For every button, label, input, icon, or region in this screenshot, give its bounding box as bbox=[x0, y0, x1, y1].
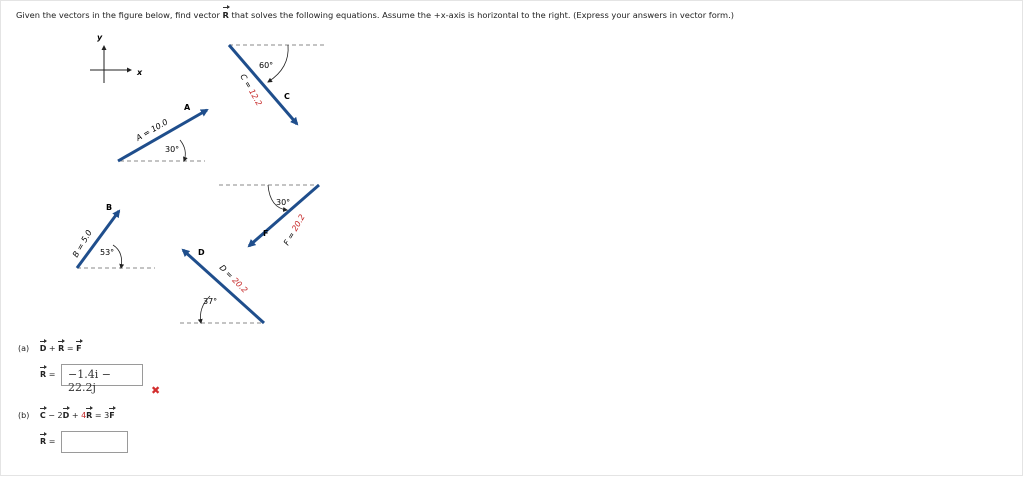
vector-f-label: F bbox=[263, 229, 269, 238]
eq-vector-f: F bbox=[76, 344, 82, 353]
vector-a-label: A bbox=[184, 103, 191, 112]
answer-vector-r: R bbox=[40, 370, 47, 379]
vector-c bbox=[229, 45, 325, 124]
answer-equals: = bbox=[48, 437, 56, 446]
x-axis-label: x bbox=[137, 68, 143, 77]
part-a-answer-label bbox=[40, 370, 55, 379]
eq-operator: − bbox=[48, 411, 55, 420]
eq-operator: + bbox=[48, 344, 56, 353]
vector-b-label: B bbox=[106, 203, 113, 212]
eq-vector-d: D bbox=[62, 411, 70, 420]
vector-a-magnitude: A = 10.0 bbox=[134, 117, 170, 143]
y-axis-label: y bbox=[97, 33, 103, 42]
eq-vector-r: R bbox=[86, 411, 93, 420]
vector-r-symbol: R bbox=[222, 10, 229, 20]
vector-a bbox=[118, 103, 207, 161]
coordinate-axes bbox=[90, 33, 143, 83]
question-text-part: that solves the following equations. Assume the +x-axis is horizontal to the right. (Express your answers in vector form.) bbox=[228, 10, 735, 20]
eq-vector-d: D bbox=[39, 344, 47, 353]
eq-coefficient: 4 bbox=[81, 411, 87, 420]
answer-equals: = bbox=[48, 370, 56, 379]
eq-coefficient: 3 bbox=[104, 411, 110, 420]
part-a-equation bbox=[18, 344, 82, 353]
eq-operator: = bbox=[94, 411, 102, 420]
vector-a-angle: 30° bbox=[165, 145, 180, 154]
eq-operator: + bbox=[71, 411, 79, 420]
part-a-answer-field[interactable]: −1.4i − 22.2j bbox=[61, 364, 143, 386]
eq-vector-f: F bbox=[109, 411, 115, 420]
part-b-equation bbox=[18, 411, 115, 420]
vector-b bbox=[71, 203, 155, 268]
vector-d-label: D bbox=[198, 248, 205, 257]
answer-vector-r: R bbox=[40, 437, 47, 446]
eq-coefficient: 2 bbox=[57, 411, 63, 420]
vector-d-magnitude: D = 20.2 bbox=[217, 263, 250, 295]
part-b-answer-label bbox=[40, 437, 55, 446]
vector-c-magnitude: C = 12.2 bbox=[238, 72, 264, 108]
eq-vector-r: R bbox=[58, 344, 65, 353]
question-text-part: Given the vectors in the figure below, find vector bbox=[16, 10, 223, 20]
vector-b-angle: 53° bbox=[100, 248, 115, 257]
vector-c-label: C bbox=[284, 92, 290, 101]
vector-d-angle: 37° bbox=[203, 297, 218, 306]
vector-f-angle: 30° bbox=[276, 198, 291, 207]
vector-b-magnitude: B = 5.0 bbox=[70, 228, 94, 259]
wrong-icon: ✖ bbox=[151, 384, 161, 397]
part-a-label: (a) bbox=[18, 344, 30, 353]
part-b-answer-field[interactable] bbox=[61, 431, 128, 453]
vector-f bbox=[219, 185, 319, 247]
part-b-label: (b) bbox=[18, 411, 30, 420]
eq-vector-c: C bbox=[39, 411, 46, 420]
eq-operator: = bbox=[66, 344, 74, 353]
vector-d bbox=[180, 248, 264, 323]
vector-f-magnitude: F = 20.2 bbox=[281, 212, 307, 247]
vector-c-angle: 60° bbox=[259, 61, 274, 70]
